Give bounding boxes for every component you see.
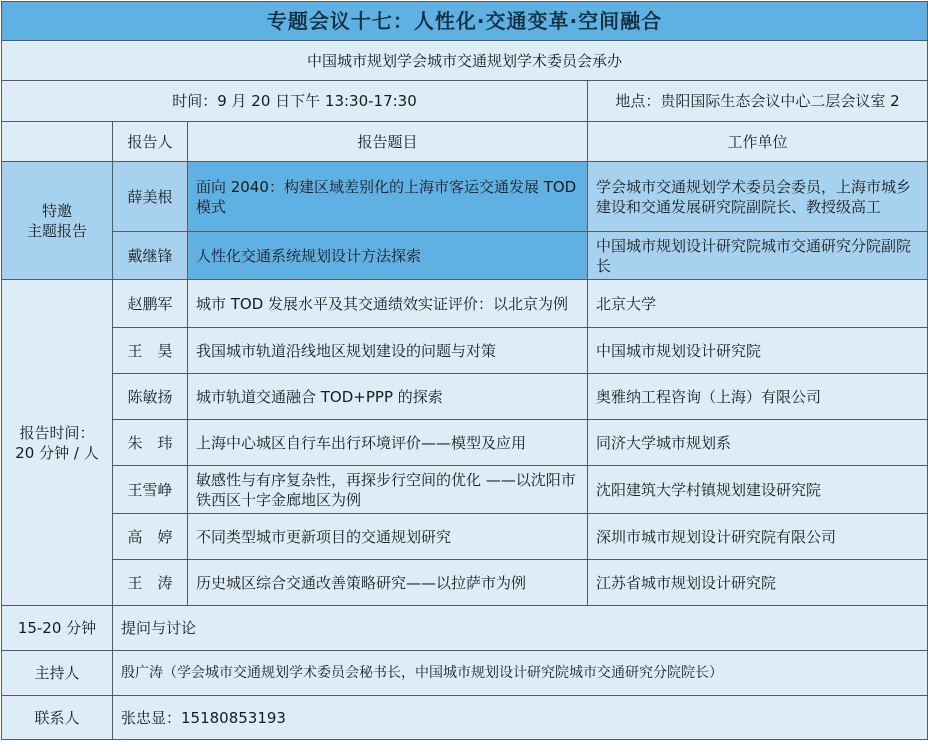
report-topic: 城市轨道交通融合 TOD+PPP 的探索 (188, 374, 588, 420)
speaker-name: 王雪峥 (113, 466, 188, 514)
report-topic: 不同类型城市更新项目的交通规划研究 (188, 514, 588, 560)
speaker-affiliation: 深圳市城市规划设计研究院有限公司 (588, 514, 928, 560)
location-text: 地点：贵阳国际生态会议中心二层会议室 2 (588, 81, 928, 122)
speaker-affiliation: 学会城市交通规划学术委员会委员，上海市城乡建设和交通发展研究院副院长、教授级高工 (588, 162, 928, 232)
header-topic: 报告题目 (188, 122, 588, 162)
table-row (2, 560, 928, 606)
speaker-name: 戴继锋 (113, 232, 188, 280)
time-location-row (2, 81, 928, 122)
contact-row (2, 696, 928, 740)
report-topic: 面向 2040：构建区域差别化的上海市客运交通发展 TOD 模式 (188, 162, 588, 232)
title-row (2, 2, 928, 41)
qa-label: 15-20 分钟 (2, 606, 113, 651)
organizer-text: 中国城市规划学会城市交通规划学术委员会承办 (2, 41, 928, 81)
speaker-affiliation: 沈阳建筑大学村镇规划建设研究院 (588, 466, 928, 514)
speaker-affiliation: 奥雅纳工程咨询（上海）有限公司 (588, 374, 928, 420)
report-topic: 人性化交通系统规划设计方法探索 (188, 232, 588, 280)
table-row (2, 514, 928, 560)
contact-label: 联系人 (2, 696, 113, 740)
table-row (2, 280, 928, 328)
speaker-name: 赵鹏军 (113, 280, 188, 328)
time-text: 时间：9 月 20 日下午 13:30-17:30 (2, 81, 588, 122)
speaker-name: 高 婷 (113, 514, 188, 560)
report-topic: 城市 TOD 发展水平及其交通绩效实证评价：以北京为例 (188, 280, 588, 328)
speaker-affiliation: 北京大学 (588, 280, 928, 328)
qa-row (2, 606, 928, 651)
page-title: 专题会议十七：人性化·交通变革·空间融合 (2, 2, 928, 41)
header-blank (2, 122, 113, 162)
report-topic: 我国城市轨道沿线地区规划建设的问题与对策 (188, 328, 588, 374)
speaker-name: 陈敏扬 (113, 374, 188, 420)
header-affiliation: 工作单位 (588, 122, 928, 162)
agenda-table (1, 1, 928, 740)
speaker-name: 王 涛 (113, 560, 188, 606)
organizer-row (2, 41, 928, 81)
table-row (2, 374, 928, 420)
header-speaker: 报告人 (113, 122, 188, 162)
speaker-name: 朱 玮 (113, 420, 188, 466)
regular-label: 报告时间： 20 分钟 / 人 (2, 280, 113, 606)
speaker-affiliation: 中国城市规划设计研究院 (588, 328, 928, 374)
table-row (2, 466, 928, 514)
speaker-affiliation: 同济大学城市规划系 (588, 420, 928, 466)
host-text: 殷广涛（学会城市交通规划学术委员会秘书长，中国城市规划设计研究院城市交通研究分院院长） (113, 651, 928, 696)
speaker-affiliation: 中国城市规划设计研究院城市交通研究分院副院长 (588, 232, 928, 280)
host-row (2, 651, 928, 696)
contact-text: 张忠显：15180853193 (113, 696, 928, 740)
report-topic: 上海中心城区自行车出行环境评价——模型及应用 (188, 420, 588, 466)
host-label: 主持人 (2, 651, 113, 696)
header-row (2, 122, 928, 162)
report-topic: 敏感性与有序复杂性，再探步行空间的优化 ——以沈阳市铁西区十字金廊地区为例 (188, 466, 588, 514)
keynote-label: 特邀 主题报告 (2, 162, 113, 280)
speaker-affiliation: 江苏省城市规划设计研究院 (588, 560, 928, 606)
table-row (2, 232, 928, 280)
speaker-name: 薛美根 (113, 162, 188, 232)
table-row (2, 162, 928, 232)
table-row (2, 328, 928, 374)
speaker-name: 王 昊 (113, 328, 188, 374)
qa-text: 提问与讨论 (113, 606, 928, 651)
report-topic: 历史城区综合交通改善策略研究——以拉萨市为例 (188, 560, 588, 606)
table-row (2, 420, 928, 466)
